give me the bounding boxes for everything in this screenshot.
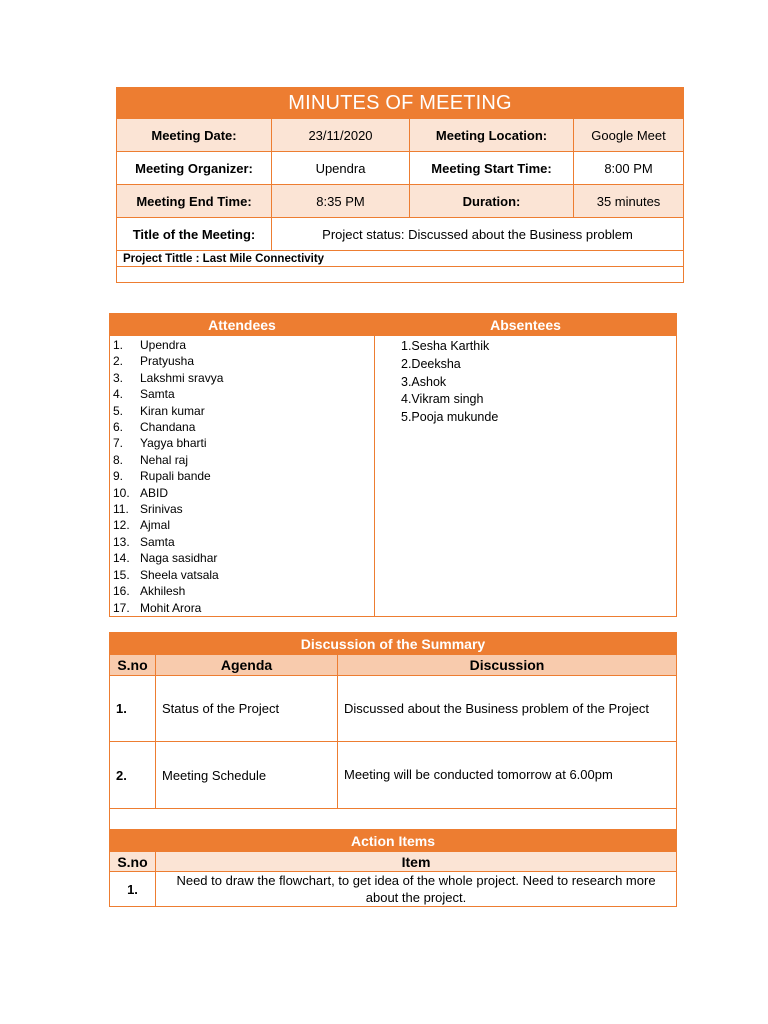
table-row xyxy=(110,742,677,809)
list-item xyxy=(110,353,374,369)
discussion-sno: 1. xyxy=(110,676,156,742)
attendee-number: 17. xyxy=(113,600,130,615)
list-item xyxy=(110,517,374,533)
attendee-number: 4. xyxy=(113,387,124,402)
meeting-start-value: 8:00 PM xyxy=(574,152,684,185)
attendee-name: Naga sasidhar xyxy=(140,551,218,566)
meeting-end-label: Meeting End Time: xyxy=(117,185,272,218)
attendees-heading: Attendees xyxy=(110,314,375,336)
attendee-name: ABID xyxy=(140,485,169,500)
attendee-name: Lakshmi sravya xyxy=(140,370,224,385)
attendee-number: 8. xyxy=(113,452,124,467)
attendee-number: 13. xyxy=(113,534,130,549)
meeting-organizer-label: Meeting Organizer: xyxy=(117,152,272,185)
absentee-list xyxy=(375,336,676,427)
attendee-number: 14. xyxy=(113,551,130,566)
attendee-number: 6. xyxy=(113,420,124,435)
action-item-text: Need to draw the flowchart, to get idea of the whole project. Need to research more about the project. xyxy=(156,872,677,907)
discussion-agenda: Status of the Project xyxy=(156,676,338,742)
attendee-name: Yagya bharti xyxy=(140,436,207,451)
list-item xyxy=(110,386,374,402)
discussion-col-discussion: Discussion xyxy=(338,655,677,676)
attendee-number: 10. xyxy=(113,485,130,500)
discussion-blank-row xyxy=(110,809,677,830)
list-item xyxy=(110,567,374,583)
discussion-heading: Discussion of the Summary xyxy=(110,633,677,655)
attendees-cell xyxy=(110,336,375,617)
absentee-item: 2.Deeksha xyxy=(401,356,461,371)
meeting-location-label: Meeting Location: xyxy=(410,119,574,152)
discussion-text: Discussed about the Business problem of the Project xyxy=(338,676,677,742)
attendee-number: 7. xyxy=(113,436,124,451)
meeting-end-value: 8:35 PM xyxy=(272,185,410,218)
discussion-col-agenda: Agenda xyxy=(156,655,338,676)
attendee-number: 5. xyxy=(113,403,124,418)
discussion-agenda: Meeting Schedule xyxy=(156,742,338,809)
absentee-item: 5.Pooja mukunde xyxy=(401,410,499,425)
meeting-start-label: Meeting Start Time: xyxy=(410,152,574,185)
list-item xyxy=(110,435,374,451)
discussion-text: Meeting will be conducted tomorrow at 6.00pm xyxy=(338,742,677,809)
attendee-name: Ajmal xyxy=(140,518,171,533)
attendee-list xyxy=(110,336,374,616)
list-item xyxy=(110,370,374,386)
attendee-name: Samta xyxy=(140,387,175,402)
attendee-name: Chandana xyxy=(140,420,196,435)
attendee-number: 1. xyxy=(113,338,124,352)
attendee-name: Sheela vatsala xyxy=(140,567,219,582)
attendee-number: 11. xyxy=(113,502,129,517)
action-items-table xyxy=(109,829,677,907)
list-item xyxy=(110,550,374,566)
attendee-number: 9. xyxy=(113,469,124,484)
action-items-heading: Action Items xyxy=(110,830,677,852)
attendee-number: 16. xyxy=(113,584,130,599)
discussion-sno: 2. xyxy=(110,742,156,809)
duration-label: Duration: xyxy=(410,185,574,218)
meeting-date-label: Meeting Date: xyxy=(117,119,272,152)
attendee-name: Nehal raj xyxy=(140,452,189,467)
document-title: MINUTES OF MEETING xyxy=(117,88,684,119)
meeting-title-value: Project status: Discussed about the Business problem xyxy=(272,218,684,251)
action-col-item: Item xyxy=(156,852,677,872)
project-title: Project Tittle : Last Mile Connectivity xyxy=(117,251,684,267)
meeting-date-value: 23/11/2020 xyxy=(272,119,410,152)
blank-row xyxy=(117,267,684,283)
table-row xyxy=(110,676,677,742)
attendee-number: 2. xyxy=(113,354,124,369)
list-item xyxy=(110,419,374,435)
meeting-details-table xyxy=(116,87,684,283)
table-row xyxy=(110,872,677,907)
attendee-name: Pratyusha xyxy=(140,354,195,369)
meeting-title-label: Title of the Meeting: xyxy=(117,218,272,251)
absentees-heading: Absentees xyxy=(375,314,677,336)
attendee-name: Rupali bande xyxy=(140,469,211,484)
list-item xyxy=(110,337,374,353)
discussion-col-sno: S.no xyxy=(110,655,156,676)
attendance-table xyxy=(109,313,677,617)
meeting-organizer-value: Upendra xyxy=(272,152,410,185)
list-item xyxy=(110,583,374,599)
list-item xyxy=(110,452,374,468)
attendee-name: Upendra xyxy=(140,338,187,352)
action-col-sno: S.no xyxy=(110,852,156,872)
attendee-number: 15. xyxy=(113,567,130,582)
list-item xyxy=(110,468,374,484)
attendee-number: 12. xyxy=(113,518,130,533)
attendee-name: Akhilesh xyxy=(140,584,186,599)
list-item xyxy=(110,403,374,419)
list-item xyxy=(110,534,374,550)
list-item xyxy=(110,501,374,517)
list-item xyxy=(110,600,374,616)
list-item xyxy=(110,485,374,501)
action-sno: 1. xyxy=(110,872,156,907)
discussion-table xyxy=(109,632,677,830)
duration-value: 35 minutes xyxy=(574,185,684,218)
meeting-location-value: Google Meet xyxy=(574,119,684,152)
attendee-name: Mohit Arora xyxy=(140,600,202,615)
absentees-cell xyxy=(375,336,677,617)
absentee-item: 3.Ashok xyxy=(401,374,447,389)
attendee-name: Srinivas xyxy=(140,502,183,517)
absentee-item: 4.Vikram singh xyxy=(401,392,484,407)
attendee-number: 3. xyxy=(113,370,124,385)
absentee-item: 1.Sesha Karthik xyxy=(401,339,490,353)
attendee-name: Kiran kumar xyxy=(140,403,205,418)
attendee-name: Samta xyxy=(140,534,175,549)
